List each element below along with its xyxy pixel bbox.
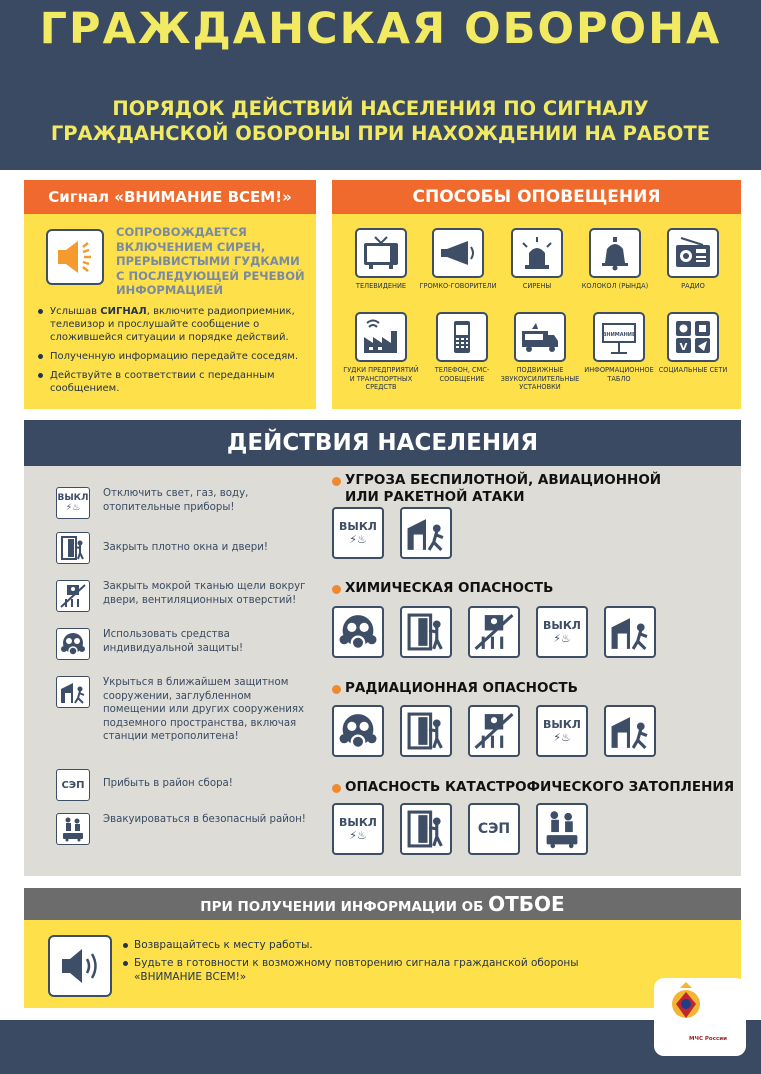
method-social-label: СОЦИАЛЬНЫЕ СЕТИ — [658, 366, 728, 374]
actions-heading: ДЕЙСТВИЯ НАСЕЛЕНИЯ — [24, 420, 741, 466]
radio-icon — [667, 228, 719, 278]
threat-attack-title-line-2: ИЛИ РАКЕТНОЙ АТАКИ — [345, 489, 525, 505]
methods-heading: СПОСОБЫ ОПОВЕЩЕНИЯ — [332, 180, 741, 214]
switch-off-icon-text: ВЫКЛ — [339, 816, 377, 829]
method-siren — [496, 228, 578, 291]
signal-instructions — [36, 305, 306, 401]
method-loudspeaker — [417, 228, 499, 291]
action-evacuate — [56, 813, 316, 845]
threat-radiation-title: РАДИАЦИОННАЯ ОПАСНОСТЬ — [332, 680, 578, 697]
method-truck-label: ПОДВИЖНЫЕ ЗВУКОУСИЛИТЕЛЬНЫЕ УСТАНОВКИ — [500, 366, 580, 391]
action-assembly — [56, 769, 316, 801]
board-icon — [593, 312, 645, 362]
method-bell-label: КОЛОКОЛ (РЫНДА) — [581, 282, 649, 290]
gas-mask-icon — [56, 628, 90, 660]
action-ppe — [56, 628, 316, 660]
close-door-icon — [400, 705, 452, 757]
subtitle-line-2: ГРАЖДАНСКОЙ ОБОРОНЫ ПРИ НАХОЖДЕНИИ НА РАБОТЕ — [50, 122, 711, 145]
sep-icon — [468, 803, 520, 855]
speaker-icon — [48, 935, 112, 997]
switch-off-icon-text: ВЫКЛ — [57, 493, 89, 503]
threat-flood-icons — [332, 803, 604, 855]
threat-radiation-icons — [332, 705, 672, 757]
subtitle-line-1: ПОРЯДОК ДЕЙСТВИЙ НАСЕЛЕНИЯ ПО СИГНАЛУ — [112, 97, 649, 120]
close-door-icon — [400, 606, 452, 658]
truck-icon — [514, 312, 566, 362]
method-factory-label: ГУДКИ ПРЕДПРИЯТИЙ И ТРАНСПОРТНЫХ СРЕДСТВ — [343, 366, 419, 391]
loudspeaker-icon — [432, 228, 484, 278]
signal-bullet-1-post: , включите радиоприемник, телевизор и прослушайте сообщение о сложившейся ситуации и порядке действий. — [50, 306, 295, 343]
all-clear-instructions — [122, 938, 622, 988]
shelter-icon — [604, 705, 656, 757]
all-clear-heading-pre: ПРИ ПОЛУЧЕНИИ ИНФОРМАЦИИ ОБ — [200, 899, 489, 915]
footer-bar — [0, 1020, 761, 1074]
all-clear-bullet-2: Будьте в готовности к возможному повторению сигнала гражданской обороны «ВНИМАНИЕ ВСЕМ!» — [122, 956, 622, 984]
close-door-icon — [400, 803, 452, 855]
method-truck — [499, 312, 581, 392]
threat-attack-title — [332, 472, 661, 506]
action-close-windows-text: Закрыть плотно окна и двери! — [103, 542, 268, 553]
siren-speaker-icon — [46, 229, 104, 285]
threat-attack-icons — [332, 507, 468, 559]
evacuate-icon — [56, 813, 90, 845]
action-seal-gaps — [56, 580, 316, 612]
action-switch-off — [56, 487, 316, 519]
all-clear-heading — [24, 888, 741, 920]
action-evacuate-text: Эвакуироваться в безопасный район! — [103, 814, 306, 825]
method-phone — [421, 312, 503, 383]
switch-off-icon-text: ВЫКЛ — [543, 718, 581, 731]
method-board — [578, 312, 660, 383]
shelter-icon — [604, 606, 656, 658]
mchs-logo-text: МЧС России — [689, 1036, 727, 1042]
switch-off-icon-text: ВЫКЛ — [543, 619, 581, 632]
method-radio — [652, 228, 734, 291]
method-radio-label: РАДИО — [681, 282, 705, 290]
switch-off-icon: ВЫКЛ ⚡♨ — [56, 487, 90, 519]
switch-off-icon: ВЫКЛ ⚡♨ — [332, 803, 384, 855]
switch-off-icon-text: ВЫКЛ — [339, 520, 377, 533]
factory-icon — [355, 312, 407, 362]
shelter-icon — [400, 507, 452, 559]
wet-cloth-icon — [468, 606, 520, 658]
signal-bullet-1-bold: СИГНАЛ — [100, 306, 147, 317]
method-tv-label: ТЕЛЕВИДЕНИЕ — [355, 282, 407, 290]
action-shelter-text: Укрыться в ближайшем защитном сооружении, заглубленном помещении или других сооружениях подземного пространства, включая станции метрополитена! — [103, 677, 305, 742]
action-switch-off-text: Отключить свет, газ, воду, отопительные приборы! — [103, 488, 249, 513]
method-factory — [340, 312, 422, 392]
switch-off-icon: ВЫКЛ ⚡♨ — [332, 507, 384, 559]
gas-mask-icon — [332, 705, 384, 757]
action-assembly-text: Прибыть в район сбора! — [103, 778, 233, 789]
signal-bullet-3: Действуйте в соответствии с переданным сообщением. — [36, 369, 306, 395]
method-loudspeaker-label: ГРОМКО-ГОВОРИТЕЛИ — [419, 282, 497, 290]
tv-icon — [355, 228, 407, 278]
signal-bullet-2: Полученную информацию передайте соседям. — [36, 350, 306, 363]
method-bell — [574, 228, 656, 291]
method-social — [652, 312, 734, 375]
threat-chemical-icons — [332, 606, 672, 658]
threat-chemical-title: ХИМИЧЕСКАЯ ОПАСНОСТЬ — [332, 580, 553, 597]
sep-icon-text: СЭП — [477, 821, 511, 837]
mchs-emblem-icon — [654, 978, 746, 1038]
switch-off-icon: ВЫКЛ ⚡♨ — [536, 705, 588, 757]
bell-icon — [589, 228, 641, 278]
gas-mask-icon — [332, 606, 384, 658]
board-text: ВНИМАНИЕ — [602, 332, 636, 338]
mchs-logo — [654, 978, 746, 1056]
close-door-icon — [56, 532, 90, 564]
signal-bullet-1 — [36, 305, 306, 344]
svg-text:V: V — [679, 342, 688, 353]
method-board-label: ИНФОРМАЦИОННОЕ ТАБЛО — [584, 366, 654, 383]
action-shelter — [56, 676, 316, 744]
action-close-windows — [56, 532, 316, 564]
wet-cloth-icon — [56, 580, 90, 612]
signal-bullet-1-pre: Услышав — [50, 306, 101, 317]
siren-icon — [511, 228, 563, 278]
method-phone-label: ТЕЛЕФОН, СМС-СООБЩЕНИЕ — [434, 366, 490, 383]
page-subtitle — [0, 96, 761, 146]
phone-icon — [436, 312, 488, 362]
signal-heading: Сигнал «ВНИМАНИЕ ВСЕМ!» — [24, 180, 316, 214]
shelter-icon — [56, 676, 90, 708]
sep-icon — [56, 769, 90, 801]
switch-off-icon: ВЫКЛ ⚡♨ — [536, 606, 588, 658]
signal-description: СОПРОВОЖДАЕТСЯ ВКЛЮЧЕНИЕМ СИРЕН, ПРЕРЫВИСТЫМИ ГУДКАМИ С ПОСЛЕДУЮЩЕЙ РЕЧЕВОЙ ИНФОРМАЦИЕЙ — [116, 225, 305, 297]
wet-cloth-icon — [468, 705, 520, 757]
sep-icon-text: СЭП — [61, 779, 85, 791]
all-clear-heading-big: ОТБОЕ — [488, 892, 565, 916]
threat-attack-title-line-1: УГРОЗА БЕСПИЛОТНОЙ, АВИАЦИОННОЙ — [345, 472, 662, 488]
method-siren-label: СИРЕНЫ — [522, 282, 552, 290]
evacuate-icon — [536, 803, 588, 855]
page-title: ГРАЖДАНСКАЯ ОБОРОНА — [39, 4, 722, 54]
action-seal-gaps-text: Закрыть мокрой тканью щели вокруг двери, вентиляционных отверстий! — [103, 581, 306, 606]
threat-flood-title: ОПАСНОСТЬ КАТАСТРОФИЧЕСКОГО ЗАТОПЛЕНИЯ — [332, 779, 734, 796]
method-tv — [340, 228, 422, 291]
action-ppe-text: Использовать средства индивидуальной защиты! — [103, 629, 244, 654]
social-icon — [667, 312, 719, 362]
all-clear-bullet-1: Возвращайтесь к месту работы. — [122, 938, 622, 952]
